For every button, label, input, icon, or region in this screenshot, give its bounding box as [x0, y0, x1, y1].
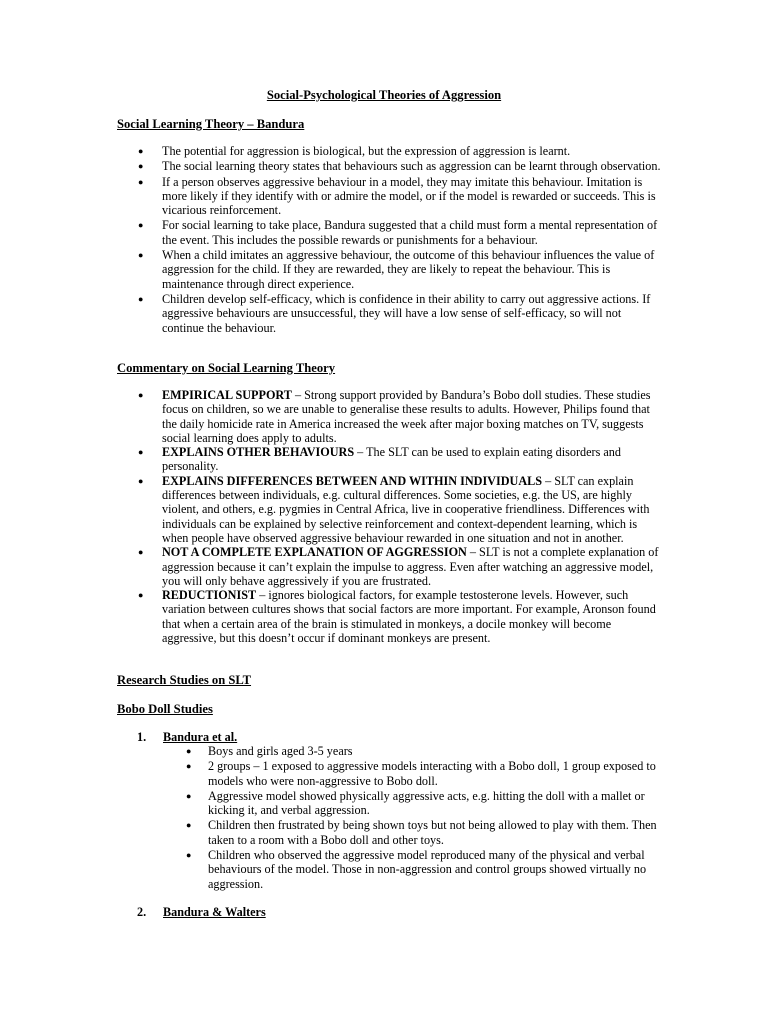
list-item: [138, 218, 662, 247]
list-item: [186, 818, 658, 847]
bullet-icon: ●: [138, 146, 144, 156]
bullet-icon: ●: [186, 820, 192, 831]
bullet-text: For social learning to take place, Bandura suggested that a child must form a mental representation of the event. This includes the possible rewards or punishments for a behaviour.: [162, 218, 658, 247]
bullet-icon: ●: [138, 293, 144, 304]
bullet-icon: ●: [138, 447, 144, 458]
commentary-term: EXPLAINS OTHER BEHAVIOURS: [162, 445, 355, 460]
study-2-title: Bandura & Walters: [163, 905, 266, 919]
list-item: [186, 788, 658, 818]
study-2-number: 2.: [137, 905, 147, 919]
bullet-icon: ●: [186, 790, 192, 801]
study-1-title: Bandura et al.: [163, 730, 238, 744]
bullet-text: Children who observed the aggressive model reproduced many of the physical and verbal behaviours of the model. Those in non-aggression and control groups showed virtually no aggression.: [208, 848, 647, 891]
commentary-text: – SLT can explain differences between individuals, e.g. cultural differences. Some societies, e.g. the US, are highly violent, and others, e.g. pygmies in Central Africa, live in cooperative friendliness. Differences with individuals can be explained by selective reinforcement and context-dependent learning, which is when people have observed aggressive behaviour rewarded in one situation and not in another.: [162, 473, 650, 545]
list-item: [186, 848, 658, 891]
bullet-icon: ●: [138, 590, 144, 601]
commentary-term: EXPLAINS DIFFERENCES BETWEEN AND WITHIN INDIVIDUALS: [162, 473, 543, 488]
study-1-bullet-list: [186, 744, 658, 892]
list-item: [138, 588, 662, 646]
bullet-text: The potential for aggression is biological, but the expression of aggression is learnt.: [162, 144, 571, 158]
list-item: [138, 174, 662, 218]
slt-heading: Social Learning Theory – Bandura: [117, 117, 305, 131]
commentary-text: – Strong support provided by Bandura’s Bobo doll studies. These studies focus on children, so we are unable to generalise these results to adults. However, Philips found that the daily homicide rate in America increased the week after major boxing matches on TV, suggests social learning does apply to adults.: [162, 388, 651, 445]
study-1-heading: [137, 730, 237, 744]
page-title: Social-Psychological Theories of Aggression: [266, 88, 502, 102]
slt-bullet-list: [138, 144, 662, 336]
list-item: [138, 545, 662, 588]
bullet-text: When a child imitates an aggressive behaviour, the outcome of this behaviour influences the value of aggression for the child. If they are rewarded, they are likely to repeat the behaviour. This is maintenance through direct experience.: [162, 248, 655, 291]
bullet-text: Boys and girls aged 3-5 years: [208, 744, 353, 758]
bullet-icon: ●: [138, 250, 144, 261]
list-item: [186, 759, 658, 788]
list-item: [138, 159, 662, 174]
bullet-icon: ●: [186, 850, 192, 861]
bullet-text: The social learning theory states that behaviours such as aggression can be learnt through observation.: [162, 159, 661, 174]
commentary-text: – SLT is not a complete explanation of aggression because it can’t explain the impulse to aggress. Even after watching an aggressive model, you will only behave aggressively if you are frustrated.: [162, 545, 659, 588]
commentary-text: – The SLT can be used to explain eating disorders and personality.: [162, 445, 621, 474]
list-item: [138, 144, 662, 158]
bullet-text: 2 groups – 1 exposed to aggressive models interacting with a Bobo doll, 1 group exposed to models who were non-aggressive to Bobo doll.: [208, 759, 656, 788]
list-item: [138, 473, 662, 545]
bullet-icon: ●: [138, 475, 144, 486]
study-1-number: 1.: [137, 730, 147, 744]
bobo-doll-heading: Bobo Doll Studies: [117, 702, 213, 716]
bullet-text: If a person observes aggressive behaviour in a model, they may imitate this behaviour. Imitation is more likely if they identify with or admire the model, or if the model is rewarded or succeeds. This is vicarious reinforcement.: [162, 174, 656, 218]
bullet-icon: ●: [138, 220, 144, 231]
bullet-icon: ●: [138, 390, 144, 400]
commentary-bullet-list: [138, 388, 662, 646]
bullet-icon: ●: [138, 176, 144, 187]
bullet-text: Children then frustrated by being shown toys but not being allowed to play with them. Then taken to a room with a Bobo doll and other toys.: [208, 818, 657, 847]
study-2-heading: [137, 905, 266, 919]
commentary-heading: Commentary on Social Learning Theory: [117, 361, 336, 375]
list-item: [138, 291, 662, 335]
commentary-term: EMPIRICAL SUPPORT: [162, 388, 292, 402]
commentary-term: NOT A COMPLETE EXPLANATION OF AGGRESSION: [162, 545, 467, 560]
list-item: [138, 445, 662, 474]
list-item: [138, 248, 662, 291]
research-heading: Research Studies on SLT: [117, 673, 252, 687]
list-item: [138, 388, 662, 445]
bullet-icon: ●: [186, 761, 192, 772]
list-item: [186, 744, 658, 758]
bullet-text: Aggressive model showed physically aggressive acts, e.g. hitting the doll with a mallet or kicking it, and verbal aggression.: [208, 788, 645, 818]
bullet-text: Children develop self-efficacy, which is confidence in their ability to carry out aggressive actions. If aggressive behaviours are unsuccessful, they will have a low sense of self-efficacy, so will not continue the behaviour.: [162, 291, 651, 335]
bullet-icon: ●: [138, 547, 144, 558]
bullet-icon: ●: [186, 746, 192, 756]
commentary-term: REDUCTIONIST: [162, 588, 257, 603]
bullet-icon: ●: [138, 161, 144, 172]
commentary-text: – ignores biological factors, for example testosterone levels. However, such variation between cultures shows that social factors are more important. For example, Aronson found that when a certain area of the brain is stimulated in monkeys, a docile monkey will become aggressive, but this doesn’t occur if dominant monkeys are present.: [162, 588, 656, 646]
